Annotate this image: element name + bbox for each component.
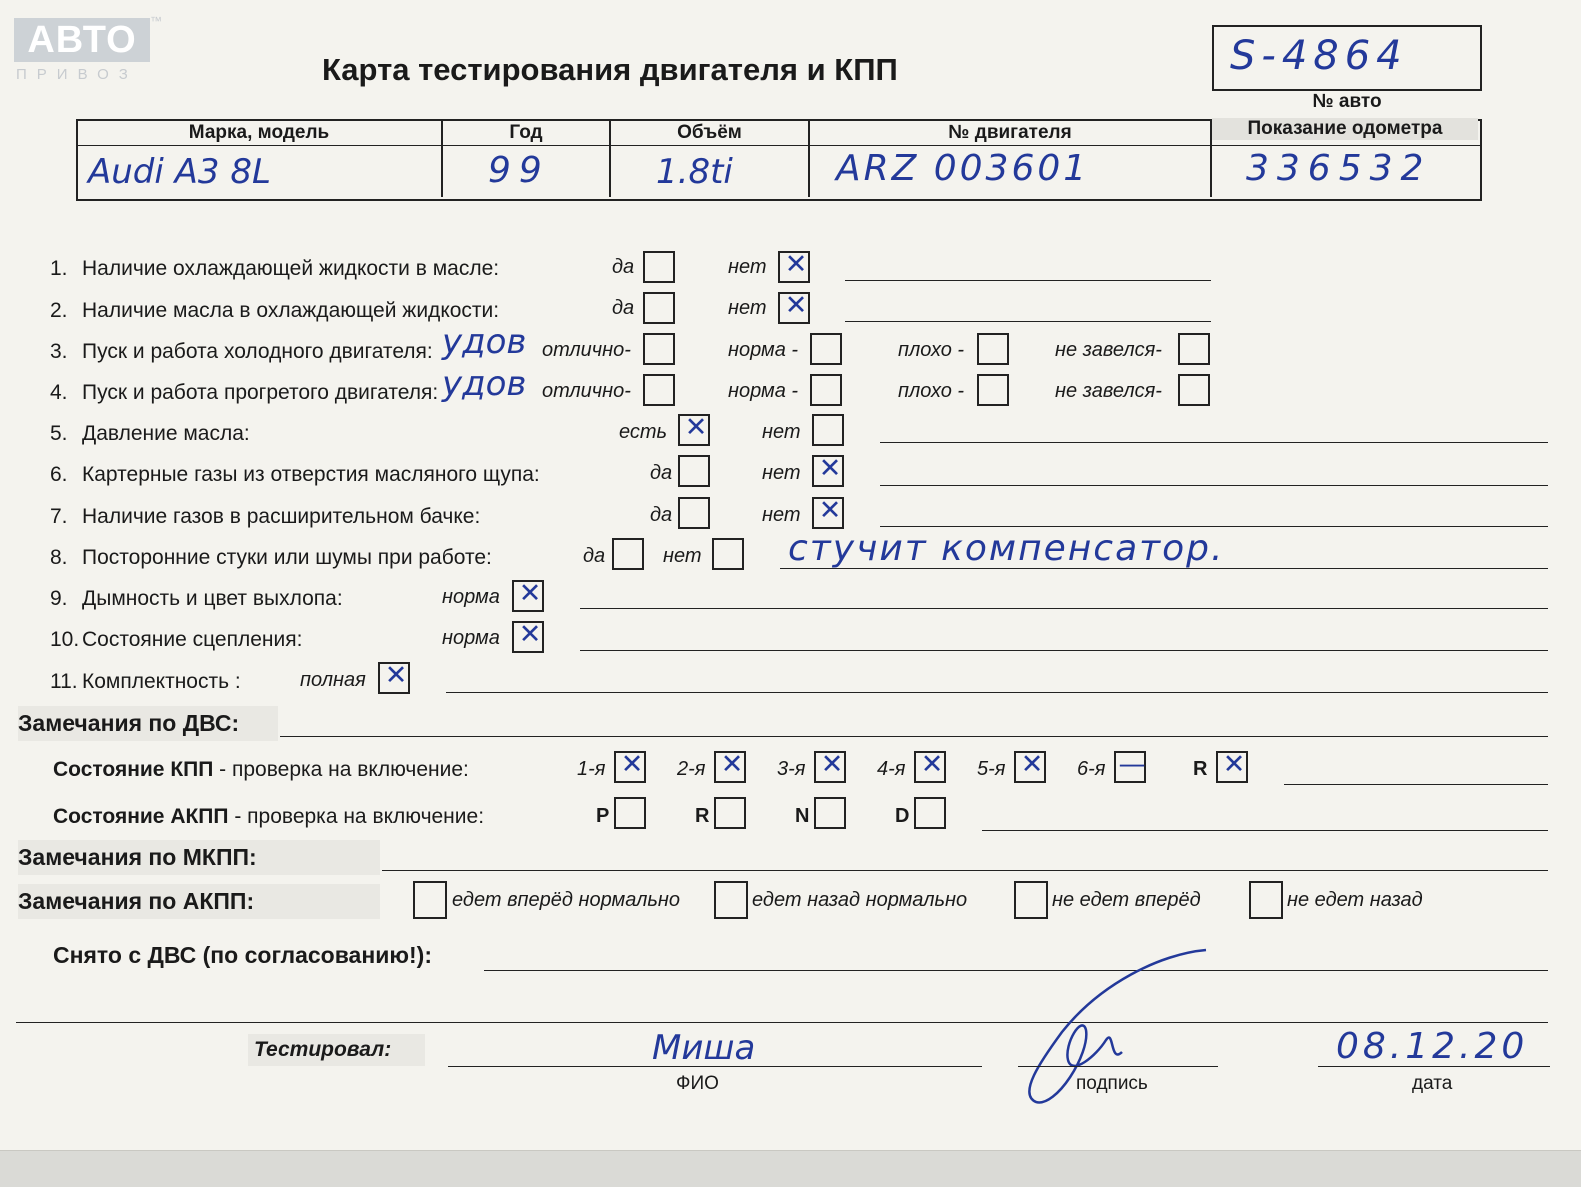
date-caption: дата [1412,1073,1453,1094]
gear-5-label: 5-я [977,758,1006,780]
gear-2-checkbox[interactable] [714,751,746,783]
engine-remarks-line[interactable] [280,736,1548,737]
opt-no: нет [762,504,801,526]
question-4: 4. Пуск и работа прогретого двигателя: [50,381,439,404]
question-10: 10. Состояние сцепления: [50,628,303,651]
mode-p-checkbox[interactable] [614,797,646,829]
q5-no-checkbox[interactable] [812,414,844,446]
gear-4-label: 4-я [877,758,906,780]
opt-no: нет [728,297,767,319]
logo: АВТО [14,18,150,62]
opt-excellent: отлично- [542,339,631,361]
question-2: 2. Наличие масла в охлаждающей жидкости: [50,299,500,322]
gear-4-checkbox[interactable] [914,751,946,783]
question-3: 3. Пуск и работа холодного двигателя: [50,340,433,363]
gear-6-checkbox[interactable] [1114,751,1146,783]
engine-number-label: № двигателя [948,122,1072,143]
gear-1-label: 1-я [577,758,606,780]
q8-yes-checkbox[interactable] [612,538,644,570]
q2-no-checkbox[interactable] [778,292,810,324]
gearbox-comment-line[interactable] [1284,784,1548,785]
mode-n-label: N [795,805,810,827]
manual-gearbox-label: Состояние КПП - проверка на включение: [53,758,469,781]
gear-1-checkbox[interactable] [614,751,646,783]
q1-yes-checkbox[interactable] [643,251,675,283]
reverse-normal-label: едет назад нормально [752,889,968,911]
no-forward-label: не едет вперёд [1052,889,1201,911]
q4-not-started-checkbox[interactable] [1178,374,1210,406]
opt-no: нет [762,462,801,484]
q3-normal-checkbox[interactable] [810,333,842,365]
volume-value: 1.8ti [656,152,733,192]
check-mark: ✕ [818,495,842,526]
check-mark: ✕ [518,578,542,609]
check-mark: ✕ [818,453,842,484]
mode-r-checkbox[interactable] [714,797,746,829]
q7-yes-checkbox[interactable] [678,497,710,529]
no-reverse-checkbox[interactable] [1249,881,1283,919]
check-mark: ✕ [1020,749,1044,780]
auto-number-label: № авто [1312,91,1382,112]
question-7: 7. Наличие газов в расширительном бачке: [50,505,481,528]
q3-bad-checkbox[interactable] [977,333,1009,365]
opt-normal: норма - [728,339,799,361]
check-mark: ✕ [684,412,708,443]
q10-normal-checkbox[interactable] [512,621,544,653]
q11-full-checkbox[interactable] [378,662,410,694]
year-value: 99 [488,150,550,191]
opt-not-started: не завелся- [1055,380,1162,402]
auto-gearbox-comment-line[interactable] [982,830,1548,831]
q3-not-started-checkbox[interactable] [1178,333,1210,365]
check-mark: ✕ [720,749,744,780]
opt-bad: плохо - [898,380,965,402]
header-divider [76,145,1480,146]
opt-present: есть [619,421,668,443]
q9-normal-checkbox[interactable] [512,580,544,612]
mkpp-remarks-line[interactable] [382,870,1548,871]
opt-no: нет [663,545,702,567]
mkpp-remarks-label: Замечания по МКПП: [18,840,380,875]
no-forward-checkbox[interactable] [1014,881,1048,919]
year-label: Год [509,122,543,143]
check-mark: ✕ [620,749,644,780]
question-9: 9. Дымность и цвет выхлопа: [50,587,343,610]
test-date: 08.12.20 [1336,1026,1529,1067]
opt-yes: да [650,462,673,484]
question-8: 8. Посторонние стуки или шумы при работе: [50,546,492,569]
opt-normal: норма - [728,380,799,402]
q1-comment-line[interactable] [845,280,1211,281]
opt-yes: да [612,297,635,319]
scan-edge [0,1150,1581,1187]
q3-handwritten-note: удов [442,322,527,362]
check-mark: ✕ [518,619,542,650]
q6-comment-line[interactable] [880,485,1548,486]
auto-number-box [1212,25,1482,91]
forward-normal-label: едет вперёд нормально [452,889,681,911]
opt-yes: да [612,256,635,278]
date-line[interactable] [1318,1066,1550,1067]
signature-line[interactable] [1018,1066,1218,1067]
tester-name: Миша [652,1028,756,1068]
q3-excellent-checkbox[interactable] [643,333,675,365]
q1-no-checkbox[interactable] [778,251,810,283]
opt-normal: норма [442,586,500,608]
signature-caption: подпись [1076,1073,1148,1094]
opt-no: нет [762,421,801,443]
q7-no-checkbox[interactable] [812,497,844,529]
opt-not-started: не завелся- [1055,339,1162,361]
q4-excellent-checkbox[interactable] [643,374,675,406]
q4-handwritten-note: удов [442,364,527,404]
check-mark: ✕ [784,290,808,321]
volume-label: Объём [677,122,742,143]
forward-normal-checkbox[interactable] [413,881,447,919]
no-reverse-label: не едет назад [1287,889,1423,911]
check-mark: ✕ [384,660,408,691]
q10-comment-line[interactable] [580,650,1548,651]
auto-number-value: S-4864 [1230,33,1408,79]
q5-present-checkbox[interactable] [678,414,710,446]
opt-yes: да [650,504,673,526]
logo-tm: ™ [150,14,162,28]
question-6: 6. Картерные газы из отверстия масляного щупа: [50,463,540,486]
q2-comment-line[interactable] [845,321,1211,322]
gear-r-checkbox[interactable] [1216,751,1248,783]
odometer-value: 336532 [1246,148,1432,189]
engine-remarks-label: Замечания по ДВС: [18,706,278,741]
opt-full: полная [300,669,366,691]
mode-d-checkbox[interactable] [914,797,946,829]
q4-normal-checkbox[interactable] [810,374,842,406]
mode-r-label: R [695,805,710,827]
removed-parts-label: Снято с ДВС (по согласованию!): [53,942,432,968]
q6-no-checkbox[interactable] [812,455,844,487]
mode-d-label: D [895,805,910,827]
akpp-remarks-label: Замечания по АКПП: [18,884,380,919]
check-mark: ✕ [920,749,944,780]
mode-p-label: P [596,805,610,827]
q6-yes-checkbox[interactable] [678,455,710,487]
odometer-label: Показание одометра [1212,118,1478,140]
question-11: 11. Комплектность : [50,670,241,693]
gear-6-label: 6-я [1077,758,1106,780]
gear-5-checkbox[interactable] [1014,751,1046,783]
check-mark: ✕ [784,249,808,280]
q7-comment-line[interactable] [880,526,1548,527]
make-model-label: Марка, модель [188,122,330,143]
q11-comment-line[interactable] [446,692,1548,693]
q2-yes-checkbox[interactable] [643,292,675,324]
q8-handwritten-note: стучит компенсатор. [788,528,1225,569]
gear-3-checkbox[interactable] [814,751,846,783]
q5-comment-line[interactable] [880,442,1548,443]
q8-comment-line[interactable] [780,568,1548,569]
q9-comment-line[interactable] [580,608,1548,609]
check-mark: ✕ [1222,749,1246,780]
engine-number-value: ARZ 003601 [836,148,1090,189]
name-caption: ФИО [676,1073,719,1094]
logo-subtitle: ПРИВОЗ [16,66,138,83]
tested-by-label: Тестировал: [248,1034,425,1066]
auto-gearbox-label: Состояние АКПП - проверка на включение: [53,805,485,828]
opt-no: нет [728,256,767,278]
dash-mark: — [1118,749,1146,780]
question-1: 1. Наличие охлаждающей жидкости в масле: [50,257,500,280]
opt-bad: плохо - [898,339,965,361]
q4-bad-checkbox[interactable] [977,374,1009,406]
mode-n-checkbox[interactable] [814,797,846,829]
gear-r-label: R [1193,758,1208,780]
make-model-value: Audi A3 8L [88,152,271,192]
check-mark: ✕ [820,749,844,780]
question-5: 5. Давление масла: [50,422,250,445]
opt-yes: да [583,545,606,567]
name-line[interactable] [448,1066,982,1067]
gear-2-label: 2-я [677,758,706,780]
opt-excellent: отлично- [542,380,631,402]
reverse-normal-checkbox[interactable] [714,881,748,919]
page-title: Карта тестирования двигателя и КПП [322,52,898,87]
opt-normal: норма [442,627,500,649]
q8-no-checkbox[interactable] [712,538,744,570]
removed-parts-line-2[interactable] [16,1022,1548,1023]
gear-3-label: 3-я [777,758,806,780]
